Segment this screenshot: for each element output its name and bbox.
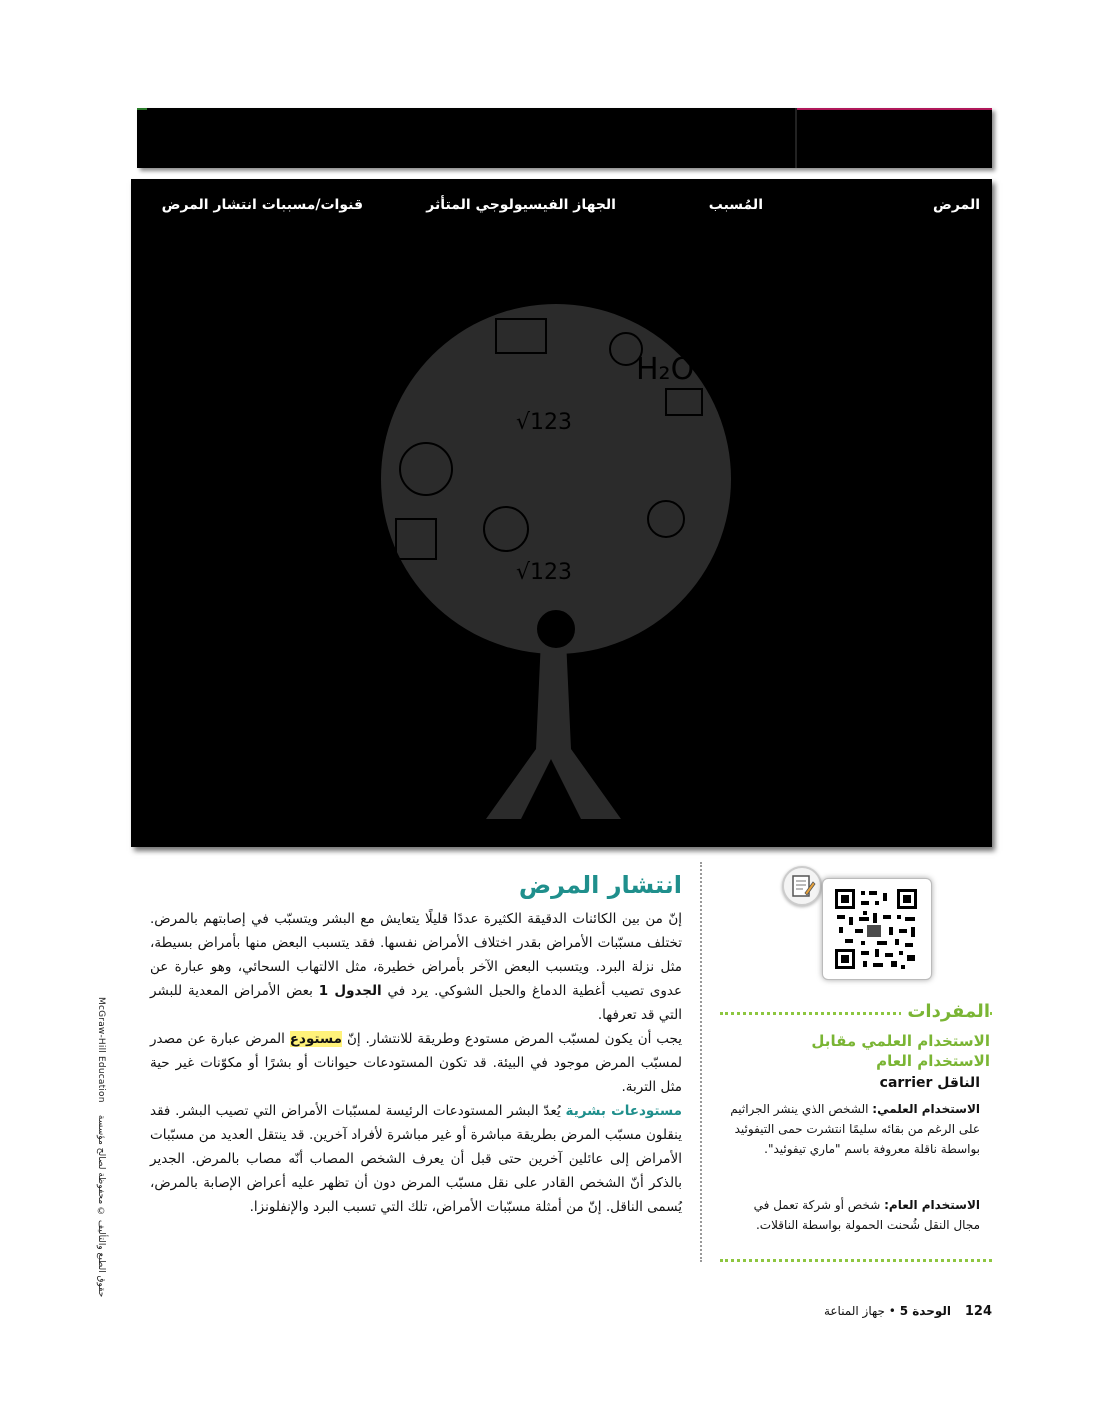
top-header-bar [137,108,992,168]
qr-code[interactable] [822,878,932,980]
vocabulary-term [880,1075,980,1091]
paragraph-human-reservoirs [150,1099,682,1219]
footer-separator: • [888,1304,896,1318]
vocabulary-subtitle: الاستخدام العلمي مقابل الاستخدام العام [811,1032,990,1070]
table-header-vectors: قنوات/مسببات انتشار المرض [161,197,363,213]
page-number: 124 [964,1304,992,1319]
unit-title: جهاز المناعة [823,1304,885,1318]
vocabulary-title: المفردات [901,1001,990,1022]
main-column [150,865,682,1219]
scientific-usage-label: الاستخدام العلمي: [872,1102,980,1116]
svg-text:ABC: ABC [406,604,439,623]
svg-text:√123: √123 [516,410,573,435]
common-usage-text: شخص أو شركة تعمل في مجال النقل شُحنت الحمولة بواسطة الناقلات. [753,1198,980,1232]
paragraph-intro-text: إنّ من بين الكائنات الدقيقة الكثيرة عددًا قليلًا يتعايش مع البشر ويتسبّب في إصابتهم بالمرض. تختلف مسبّبات الأمراض بقدر اختلاف الأمراض نفسها. فقد يتسبب البعض منها بأمراض بسيطة، مثل نزلة البرد. ويتسبب البعض الآخر بأمراض خطيرة، مثل الالتهاب السحائي، وهو عبارة عن عدوى تصيب أغطية الدماغ والحبل الشوكي. يرد في [150,911,683,999]
disease-table [131,179,992,847]
header-divider [795,108,797,168]
publisher-name: McGraw-Hill Education [96,997,106,1103]
notebook-icon[interactable] [782,866,822,906]
vocabulary-box [720,1001,992,1262]
table-reference-link[interactable]: الجدول 1 [318,983,382,999]
table-header-cause: المُسبب [708,197,763,213]
paragraph-intro-text-end: بعض الأمراض المعدية للبشر التي قد تعرفها. [150,983,682,1023]
publisher-sidebar [96,997,106,1297]
keyword-reservoir[interactable]: مستودع [289,1031,343,1047]
copyright-text: حقوق الطبع والتأليف © محفوظة لصالح مؤسسة [96,1114,106,1298]
paragraph-intro [150,907,682,1027]
common-usage-label: الاستخدام العام: [884,1198,980,1212]
accent-line-left [137,108,147,110]
accent-line-right [797,108,992,110]
table-header-row [131,179,992,219]
table-header-disease: المرض [933,197,980,213]
paragraph-reservoir-text-end: المرض عبارة عن مصدر لمسبّب المرض موجود في البيئة. قد تكون المستودعات حيوانات أو بشرًا أو مكوّنات غير حية مثل التربة. [150,1031,682,1095]
paragraph-human-reservoirs-text: يُعدّ البشر المستودعات الرئيسة لمسبّبات الأمراض التي تصيب البشر. فقد ينقلون مسبّب المرض بطريقة مباشرة أو غير مباشرة لأفراد آخرين. قد ينتقل العديد من مسبّبات الأمراض إلى عائلين آخرين حتى قبل أن يعرف الشخص المصاب أنّه مصاب بالمرض. الجدير بالذكر أنّ الشخص القادر على نقل مسبّب المرض دون أن تظهر عليه أعراض الإصابة بالمرض، يُسمى الناقل. إنّ من أمثلة مسبّبات الأمراض، تلك التي تسبب البرد والإنفلونزا. [150,1103,682,1215]
column-divider [700,862,702,1262]
section-title: انتشار المرض [518,871,682,899]
education-tree-watermark [336,279,776,819]
svg-text:H₂O: H₂O [636,352,695,387]
scientific-usage-text: الشخص الذي ينشر الجراثيم على الرغم من بقائه سليمًا انتشرت حمى التيفوئيد بواسطة ناقلة معروفة باسم "ماري تيفوئيد". [730,1102,980,1156]
page-footer [824,1304,992,1319]
paragraph-reservoir [150,1027,682,1099]
vocabulary-term-arabic: الناقل [937,1075,980,1091]
svg-text:√123: √123 [516,560,573,585]
scientific-usage [725,1099,980,1159]
table-header-system: الجهاز الفيسيولوجي المتأثر [426,197,616,213]
paragraph-reservoir-text: يجب أن يكون لمسبّب المرض مستودع وطريقة للانتشار. إنّ [346,1031,682,1047]
qr-code-icon [833,887,919,971]
subheading-human-reservoirs: مستودعات بشرية [565,1103,683,1119]
unit-label: الوحدة 5 [899,1304,952,1318]
common-usage [725,1195,980,1235]
vocabulary-term-english: carrier [879,1075,933,1091]
